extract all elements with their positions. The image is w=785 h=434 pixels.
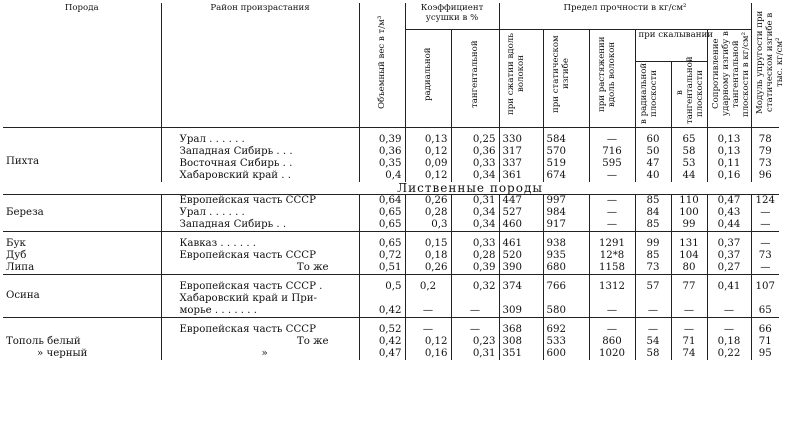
cell-shrink-radial: 0,28 — [405, 207, 451, 219]
cell-tension: 595 — [589, 158, 635, 170]
cell-impact: 0,11 — [707, 158, 751, 170]
cell-bending: 519 — [543, 158, 589, 170]
cell-bending: 938 — [543, 232, 589, 251]
cell-compression: 317 — [499, 146, 543, 158]
cell-density: 0,39 — [359, 128, 405, 147]
cell-density: 0,51 — [359, 262, 405, 275]
cell-bending: 584 — [543, 128, 589, 147]
section-row — [3, 182, 779, 195]
cell-compression: 330 — [499, 128, 543, 147]
table-row — [3, 128, 779, 147]
cell-shear-tangential: 53 — [671, 158, 707, 170]
cell-tension: — — [589, 207, 635, 219]
cell-impact: 0,37 — [707, 250, 751, 262]
cell-region: Европейская часть СССР — [161, 195, 359, 208]
cell-compression: 374 — [499, 275, 543, 294]
cell-shrink-tangential: 0,34 — [451, 207, 499, 219]
cell-impact: 0,27 — [707, 262, 751, 275]
cell-shrink-radial: 0,12 — [405, 170, 451, 182]
cell-shrink-radial: — — [405, 318, 451, 337]
cell-bending: 917 — [543, 219, 589, 232]
cell-modulus: 73 — [751, 158, 779, 170]
cell-compression: 461 — [499, 232, 543, 251]
cell-shear-tangential: 131 — [671, 232, 707, 251]
cell-bending: 692 — [543, 318, 589, 337]
cell-region: То же — [161, 336, 359, 348]
cell-density: 0,47 — [359, 348, 405, 360]
cell-region: морье . . . . . . . — [161, 305, 359, 318]
header-shrinkage: Коэффициент усушки в % — [405, 3, 499, 30]
cell-density: 0,36 — [359, 146, 405, 158]
cell-density: 0,72 — [359, 250, 405, 262]
table-row — [3, 262, 779, 275]
cell-shear-radial: 58 — [635, 348, 671, 360]
cell-shear-radial: 99 — [635, 232, 671, 251]
cell-shear-tangential: — — [671, 318, 707, 337]
header-strength: Предел прочности в кг/см² — [499, 3, 751, 30]
cell-shear-tangential: 110 — [671, 195, 707, 208]
header-compression: при сжатии вдоль волокон — [506, 33, 527, 115]
cell-density: 0,65 — [359, 232, 405, 251]
cell-impact: 0,47 — [707, 195, 751, 208]
cell-shrink-radial: 0,26 — [405, 262, 451, 275]
cell-bending: 766 — [543, 275, 589, 294]
wood-properties-table — [3, 3, 785, 360]
cell-compression: 460 — [499, 219, 543, 232]
cell-shrink-radial: 0,15 — [405, 232, 451, 251]
cell-shrink-tangential: 0,33 — [451, 158, 499, 170]
cell-shrink-tangential: 0,31 — [451, 195, 499, 208]
header-species: Порода — [3, 3, 161, 128]
cell-density: 0,52 — [359, 318, 405, 337]
cell-shrink-tangential: 0,32 — [451, 275, 499, 294]
cell-tension: 716 — [589, 146, 635, 158]
header-shrink-radial: радиальной — [423, 47, 433, 101]
cell-compression: 361 — [499, 170, 543, 182]
cell-modulus: — — [751, 262, 779, 275]
cell-impact: 0,37 — [707, 232, 751, 251]
cell-tension: 1312 — [589, 275, 635, 294]
cell-bending: 600 — [543, 348, 589, 360]
cell-region: Европейская часть СССР . — [161, 275, 359, 294]
cell-region: Хабаровский край и При- — [161, 293, 359, 305]
cell-shrink-radial: 0,2 — [405, 275, 451, 294]
cell-bending: 997 — [543, 195, 589, 208]
cell-tension: 1158 — [589, 262, 635, 275]
cell-shear-tangential: 100 — [671, 207, 707, 219]
header-shear: при скалывании — [635, 30, 707, 62]
header-shear-radial: в радиальной плоскости — [639, 62, 660, 124]
cell-shrink-tangential: 0,23 — [451, 336, 499, 348]
section-title: Лиственные породы — [397, 181, 543, 195]
cell-density: 0,42 — [359, 305, 405, 318]
cell-modulus: 71 — [751, 336, 779, 348]
cell-region: Европейская часть СССР — [161, 318, 359, 337]
cell-shear-tangential: 71 — [671, 336, 707, 348]
table-row — [3, 336, 779, 348]
cell-shear-tangential: — — [671, 305, 707, 318]
cell-region: Хабаровский край . . — [161, 170, 359, 182]
cell-shear-tangential: 77 — [671, 275, 707, 294]
cell-impact: 0,22 — [707, 348, 751, 360]
table-row — [3, 318, 779, 337]
cell-bending: 570 — [543, 146, 589, 158]
cell-shrink-radial: 0,12 — [405, 336, 451, 348]
cell-region: Западная Сибирь . . . — [161, 146, 359, 158]
cell-tension: 1020 — [589, 348, 635, 360]
cell-impact: 0,43 — [707, 207, 751, 219]
cell-impact: 0,41 — [707, 275, 751, 294]
cell-shrink-tangential: — — [451, 318, 499, 337]
cell-region: Урал . . . . . . — [161, 207, 359, 219]
cell-impact: 0,16 — [707, 170, 751, 182]
cell-shear-radial: 50 — [635, 146, 671, 158]
cell-impact: 0,13 — [707, 146, 751, 158]
cell-shrink-radial: 0,09 — [405, 158, 451, 170]
cell-tension: 12*8 — [589, 250, 635, 262]
cell-tension: 860 — [589, 336, 635, 348]
cell-region: Западная Сибирь . . — [161, 219, 359, 232]
cell-region: То же — [161, 262, 359, 275]
header-region: Район произрастания — [161, 3, 359, 128]
cell-modulus: 79 — [751, 146, 779, 158]
cell-region: » — [161, 348, 359, 360]
cell-compression: 447 — [499, 195, 543, 208]
cell-shear-radial: 54 — [635, 336, 671, 348]
cell-tension: — — [589, 170, 635, 182]
cell-shear-radial: 40 — [635, 170, 671, 182]
species-aspen: Осина — [3, 275, 161, 318]
cell-bending: 680 — [543, 262, 589, 275]
cell-impact: — — [707, 318, 751, 337]
cell-tension: — — [589, 305, 635, 318]
cell-shrink-tangential: 0,34 — [451, 170, 499, 182]
cell-region: Урал . . . . . . — [161, 128, 359, 147]
cell-shear-tangential: 65 — [671, 128, 707, 147]
cell-density: 0,35 — [359, 158, 405, 170]
cell-modulus: 107 — [751, 275, 779, 294]
cell-compression: 520 — [499, 250, 543, 262]
table-row — [3, 232, 779, 251]
cell-compression: 309 — [499, 305, 543, 318]
species-blank — [3, 318, 161, 337]
cell-compression: 337 — [499, 158, 543, 170]
cell-modulus: 65 — [751, 305, 779, 318]
cell-shear-radial: 47 — [635, 158, 671, 170]
species-oak: Дуб — [6, 250, 27, 261]
cell-shear-radial: 84 — [635, 207, 671, 219]
cell-compression: 308 — [499, 336, 543, 348]
cell-shrink-radial: 0,18 — [405, 250, 451, 262]
header-density: Объемный вес в т/м³ — [377, 15, 387, 109]
cell-compression: 368 — [499, 318, 543, 337]
cell-shrink-tangential: 0,34 — [451, 219, 499, 232]
cell-shear-tangential: 80 — [671, 262, 707, 275]
cell-bending: 674 — [543, 170, 589, 182]
cell-density: 0,65 — [359, 207, 405, 219]
species-beech: Бук — [3, 232, 161, 251]
cell-shrink-tangential: 0,25 — [451, 128, 499, 147]
table-row — [3, 348, 779, 360]
cell-shrink-radial: 0,13 — [405, 128, 451, 147]
cell-shear-tangential: 58 — [671, 146, 707, 158]
header-impact: Сопротивление ударному изгибу в тангентальной плоскости в кг/см² — [710, 31, 751, 117]
cell-shrink-tangential: 0,31 — [451, 348, 499, 360]
cell-tension: — — [589, 219, 635, 232]
cell-shear-radial: 85 — [635, 250, 671, 262]
cell-tension: 1291 — [589, 232, 635, 251]
cell-shrink-tangential: 0,36 — [451, 146, 499, 158]
cell-density: 0,64 — [359, 195, 405, 208]
cell-modulus: — — [751, 207, 779, 219]
cell-bending: 533 — [543, 336, 589, 348]
cell-shrink-tangential: — — [451, 305, 499, 318]
table-row — [3, 275, 779, 294]
cell-region: Кавказ . . . . . . — [161, 232, 359, 251]
header-static-bending: при статическом изгибе — [551, 35, 572, 113]
cell-modulus: — — [751, 232, 779, 251]
cell-shear-radial: — — [635, 318, 671, 337]
species-fir: Пихта — [6, 156, 40, 167]
cell-impact: 0,44 — [707, 219, 751, 232]
cell-density: 0,5 — [359, 275, 405, 294]
cell-shrink-radial: — — [405, 305, 451, 318]
cell-modulus: 78 — [751, 128, 779, 147]
cell-shear-radial: 73 — [635, 262, 671, 275]
species-birch: Береза — [3, 195, 161, 232]
cell-modulus: — — [751, 219, 779, 232]
cell-shear-tangential: 74 — [671, 348, 707, 360]
cell-tension: — — [589, 195, 635, 208]
cell-shear-radial: 85 — [635, 219, 671, 232]
header-modulus: Модуль упругости при статическом изгибе в тыс. кг/см² — [754, 10, 785, 114]
cell-modulus: 95 — [751, 348, 779, 360]
cell-shrink-radial: 0,12 — [405, 146, 451, 158]
cell-modulus: 96 — [751, 170, 779, 182]
cell-tension: — — [589, 318, 635, 337]
cell-region: Европейская часть СССР — [161, 250, 359, 262]
cell-density: 0,65 — [359, 219, 405, 232]
cell-density: 0,42 — [359, 336, 405, 348]
cell-compression: 390 — [499, 262, 543, 275]
species-black-poplar: » черный — [37, 348, 88, 359]
cell-shrink-radial: 0,16 — [405, 348, 451, 360]
cell-impact: — — [707, 305, 751, 318]
cell-shrink-radial: 0,26 — [405, 195, 451, 208]
cell-shrink-radial: 0,3 — [405, 219, 451, 232]
cell-compression: 351 — [499, 348, 543, 360]
cell-shear-radial: 85 — [635, 195, 671, 208]
cell-shear-radial: — — [635, 305, 671, 318]
cell-shrink-tangential: 0,28 — [451, 250, 499, 262]
cell-modulus: 73 — [751, 250, 779, 262]
cell-shear-radial: 60 — [635, 128, 671, 147]
cell-bending: 580 — [543, 305, 589, 318]
cell-bending: 935 — [543, 250, 589, 262]
cell-bending: 984 — [543, 207, 589, 219]
header-shrink-tangential: тангентальной — [470, 40, 480, 108]
cell-compression: 527 — [499, 207, 543, 219]
cell-region: Восточная Сибирь . . — [161, 158, 359, 170]
cell-density: 0,4 — [359, 170, 405, 182]
cell-shrink-tangential: 0,39 — [451, 262, 499, 275]
cell-tension: — — [589, 128, 635, 147]
table-row — [3, 195, 779, 208]
table-row — [3, 250, 779, 262]
header-shear-tangential: в тангентальной плоскости — [675, 56, 706, 124]
species-white-poplar: Тополь белый — [6, 336, 81, 347]
header-tension: при растяжении вдоль волокон — [597, 36, 618, 112]
cell-shear-tangential: 104 — [671, 250, 707, 262]
cell-modulus: 66 — [751, 318, 779, 337]
cell-impact: 0,18 — [707, 336, 751, 348]
cell-modulus: 124 — [751, 195, 779, 208]
cell-shear-tangential: 99 — [671, 219, 707, 232]
cell-shrink-tangential: 0,33 — [451, 232, 499, 251]
species-linden: Липа — [6, 262, 35, 273]
cell-shear-radial: 57 — [635, 275, 671, 294]
cell-shear-tangential: 44 — [671, 170, 707, 182]
cell-impact: 0,13 — [707, 128, 751, 147]
